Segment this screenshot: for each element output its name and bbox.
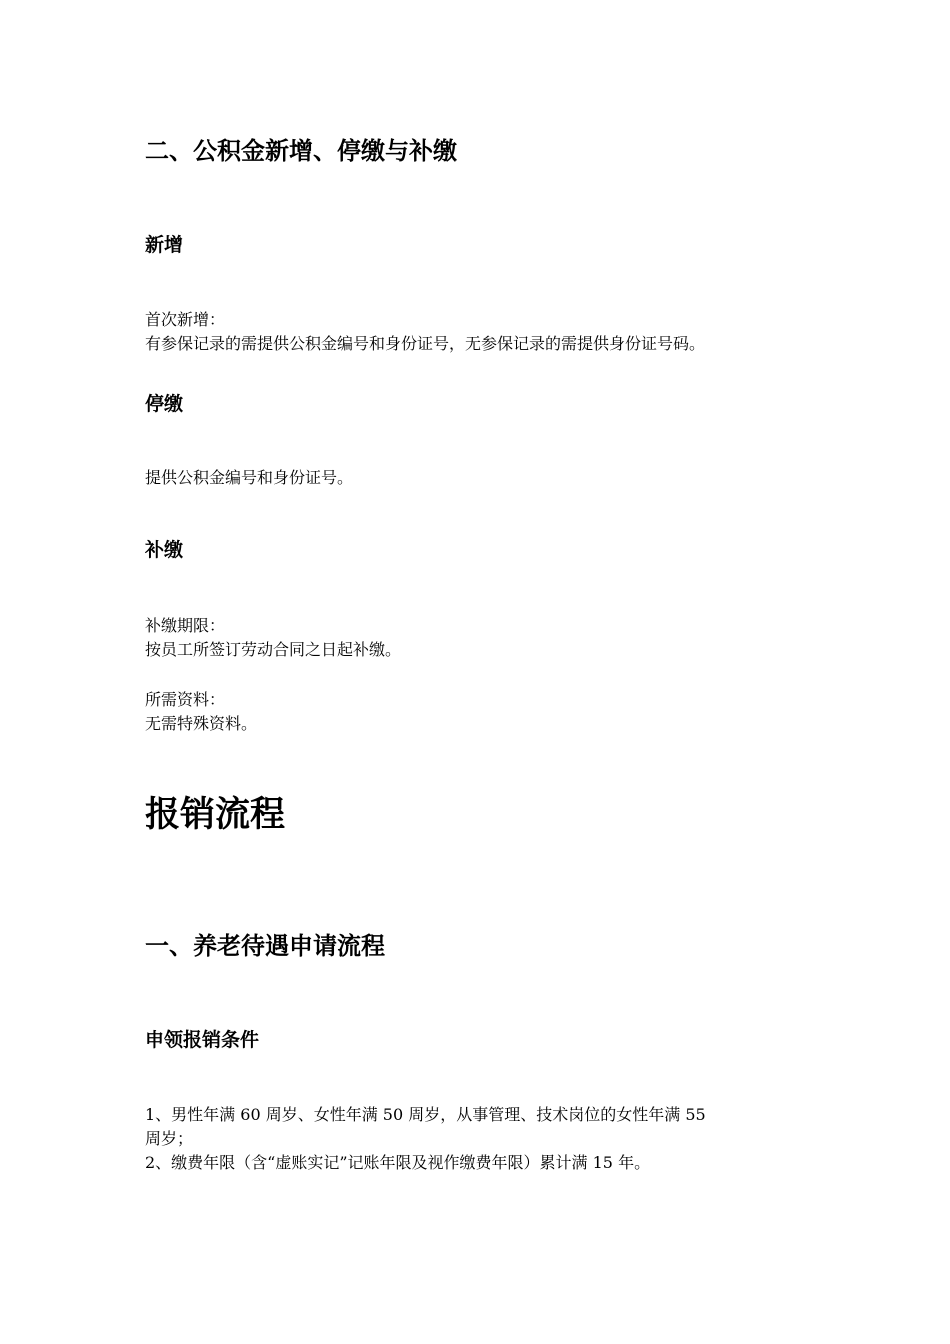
paragraph-new: [145, 308, 825, 356]
condition-item-2: 2、缴费年限（含“虚账实记”记账年限及视作缴费年限）累计满 15 年。: [145, 1153, 651, 1172]
supplement-period-label: 补缴期限：: [145, 616, 226, 635]
condition-item-1-line-1: 1、男性年满 60 周岁、女性年满 50 周岁，从事管理、技术岗位的女性年满 55: [145, 1105, 706, 1124]
chapter-title-reimbursement: 报销流程: [145, 795, 286, 835]
supplement-materials-label: 所需资料：: [145, 690, 226, 709]
supplement-period-text: 按员工所签订劳动合同之日起补缴。: [145, 640, 402, 659]
condition-item-1-line-2: 周岁；: [145, 1129, 194, 1148]
paragraph-supplement-period: [145, 614, 825, 662]
new-first-label: 首次新增：: [145, 310, 226, 329]
stop-requirement-text: 提供公积金编号和身份证号。: [145, 468, 354, 487]
paragraph-stop: [145, 466, 825, 490]
paragraph-supplement-materials: [145, 688, 825, 736]
subsection-title-new: 新增: [145, 234, 184, 256]
section-title-pension: 一、养老待遇申请流程: [145, 932, 385, 960]
supplement-materials-text: 无需特殊资料。: [145, 714, 258, 733]
subsection-title-conditions: 申领报销条件: [145, 1029, 260, 1051]
section-title-housing-fund: 二、公积金新增、停缴与补缴: [145, 137, 457, 165]
new-requirement-text: 有参保记录的需提供公积金编号和身份证号，无参保记录的需提供身份证号码。: [145, 334, 706, 353]
paragraph-conditions: [145, 1103, 825, 1175]
subsection-title-supplement: 补缴: [145, 539, 184, 561]
subsection-title-stop: 停缴: [145, 393, 184, 415]
